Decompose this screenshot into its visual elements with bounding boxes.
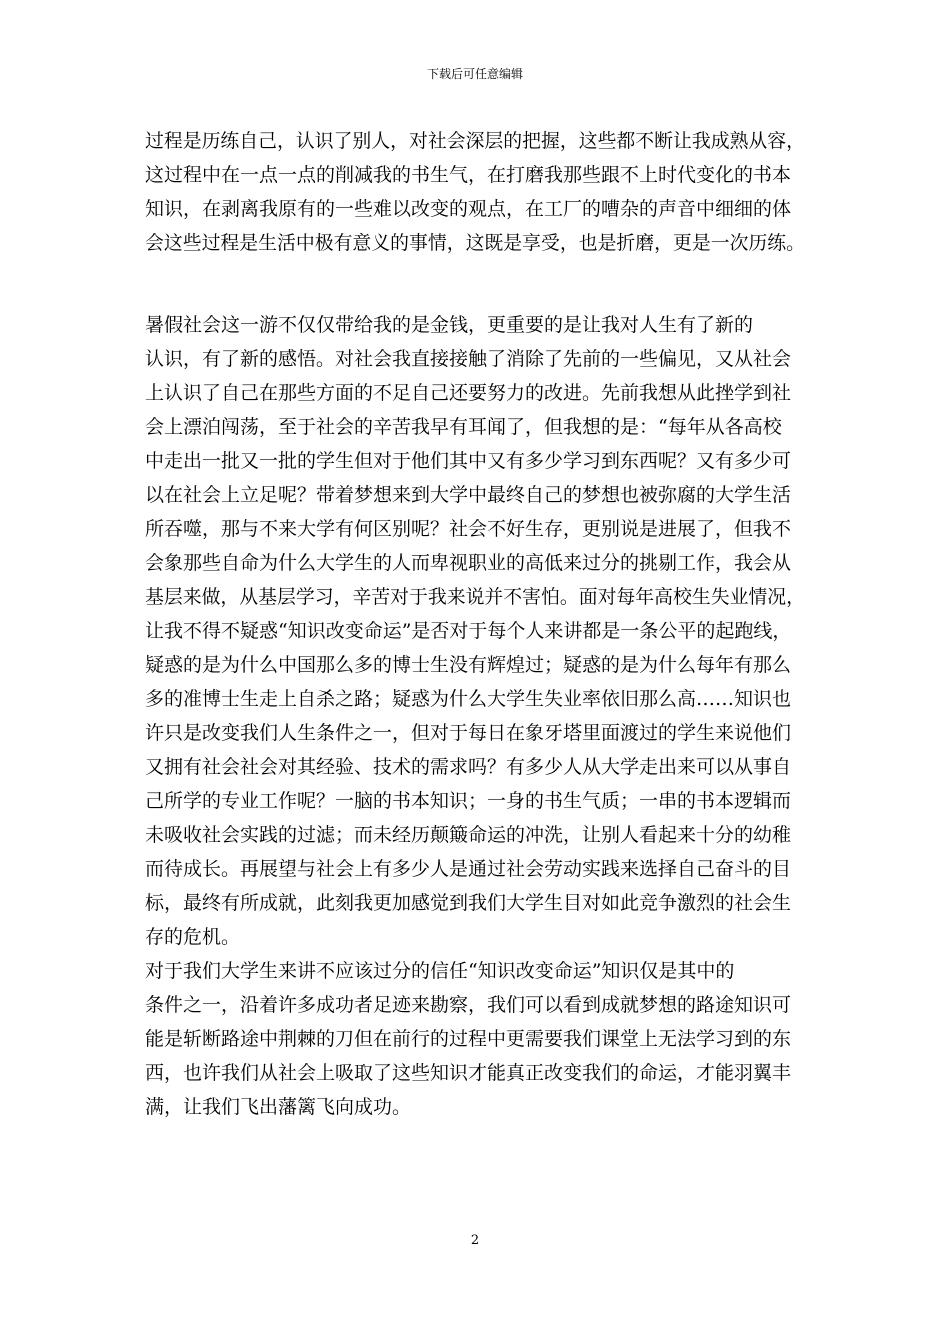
page-header: 下载后可任意编辑 [426,67,523,81]
text-line: 会上漂泊闯荡，至于社会的辛苦我早有耳闻了，但我想的是：“每年从各高校 [145,416,782,438]
text-line: 过程是历练自己，认识了别人，对社会深层的把握，这些都不断让我成熟从容， [145,130,806,152]
text-line: 暑假社会这一游不仅仅带给我的是金钱，更重要的是让我对人生有了新的 [145,314,754,336]
text-line: 所吞噬，那与不来大学有何区别呢？社会不好生存，更别说是进展了，但我不 [145,518,792,540]
text-line: 存的危机。 [145,926,241,948]
text-line: 这过程中在一点一点的削减我的书生气，在打磨我那些跟不上时代变化的书本 [145,164,792,186]
text-line: 上认识了自己在那些方面的不足自己还要努力的改进。先前我想从此挫学到社 [145,382,792,404]
text-line: 中走出一批又一批的学生但对于他们其中又有多少学习到东西呢？又有多少可 [145,450,792,472]
text-line: 会这些过程是生活中极有意义的事情，这既是享受，也是折磨，更是一次历练。 [145,232,806,254]
text-line: 对于我们大学生来讲不应该过分的信任“知识改变命运”知识仅是其中的 [145,960,735,982]
page-number: 2 [470,1233,480,1248]
text-line: 认识，有了新的感悟。对社会我直接接触了消除了先前的一些偏见，又从社会 [145,348,792,370]
text-line: 疑惑的是为什么中国那么多的博士生没有辉煌过；疑惑的是为什么每年有那么 [145,654,792,676]
text-line: 会象那些自命为什么大学生的人而卑视职业的高低来过分的挑剔工作，我会从 [145,552,792,574]
text-line: 满，让我们飞出藩篱飞向成功。 [145,1096,412,1118]
text-line: 以在社会上立足呢？带着梦想来到大学中最终自己的梦想也被弥腐的大学生活 [145,484,792,506]
text-line: 又拥有社会社会对其经验、技术的需求吗？有多少人从大学走出来可以从事自 [145,756,792,778]
text-line: 未吸收社会实践的过滤；而未经历颠簸命运的冲洗，让别人看起来十分的幼稚 [145,824,792,846]
text-line: 基层来做，从基层学习，辛苦对于我来说并不害怕。面对每年高校生失业情况， [145,586,806,608]
text-line: 条件之一，沿着许多成功者足迹来勘察，我们可以看到成就梦想的路途知识可 [145,994,792,1016]
text-line: 让我不得不疑惑“知识改变命运”是否对于每个人来讲都是一条公平的起跑线， [145,620,792,642]
text-line: 能是斩断路途中荆棘的刀但在前行的过程中更需要我们课堂上无法学习到的东 [145,1028,792,1050]
text-line: 标，最终有所成就，此刻我更加感觉到我们大学生目对如此竞争激烈的社会生 [145,892,792,914]
text-line: 而待成长。再展望与社会上有多少人是通过社会劳动实践来选择自己奋斗的目 [145,858,792,880]
text-line: 己所学的专业工作呢？一脑的书本知识；一身的书生气质；一串的书本逻辑而 [145,790,792,812]
text-line: 知识，在剥离我原有的一些难以改变的观点，在工厂的嘈杂的声音中细细的体 [145,198,792,220]
text-line: 多的准博士生走上自杀之路；疑惑为什么大学生失业率依旧那么高……知识也 [145,688,792,710]
text-line: 许只是改变我们人生条件之一，但对于每日在象牙塔里面渡过的学生来说他们 [145,722,792,744]
text-line: 西，也许我们从社会上吸取了这些知识才能真正改变我们的命运，才能羽翼丰 [145,1062,792,1084]
